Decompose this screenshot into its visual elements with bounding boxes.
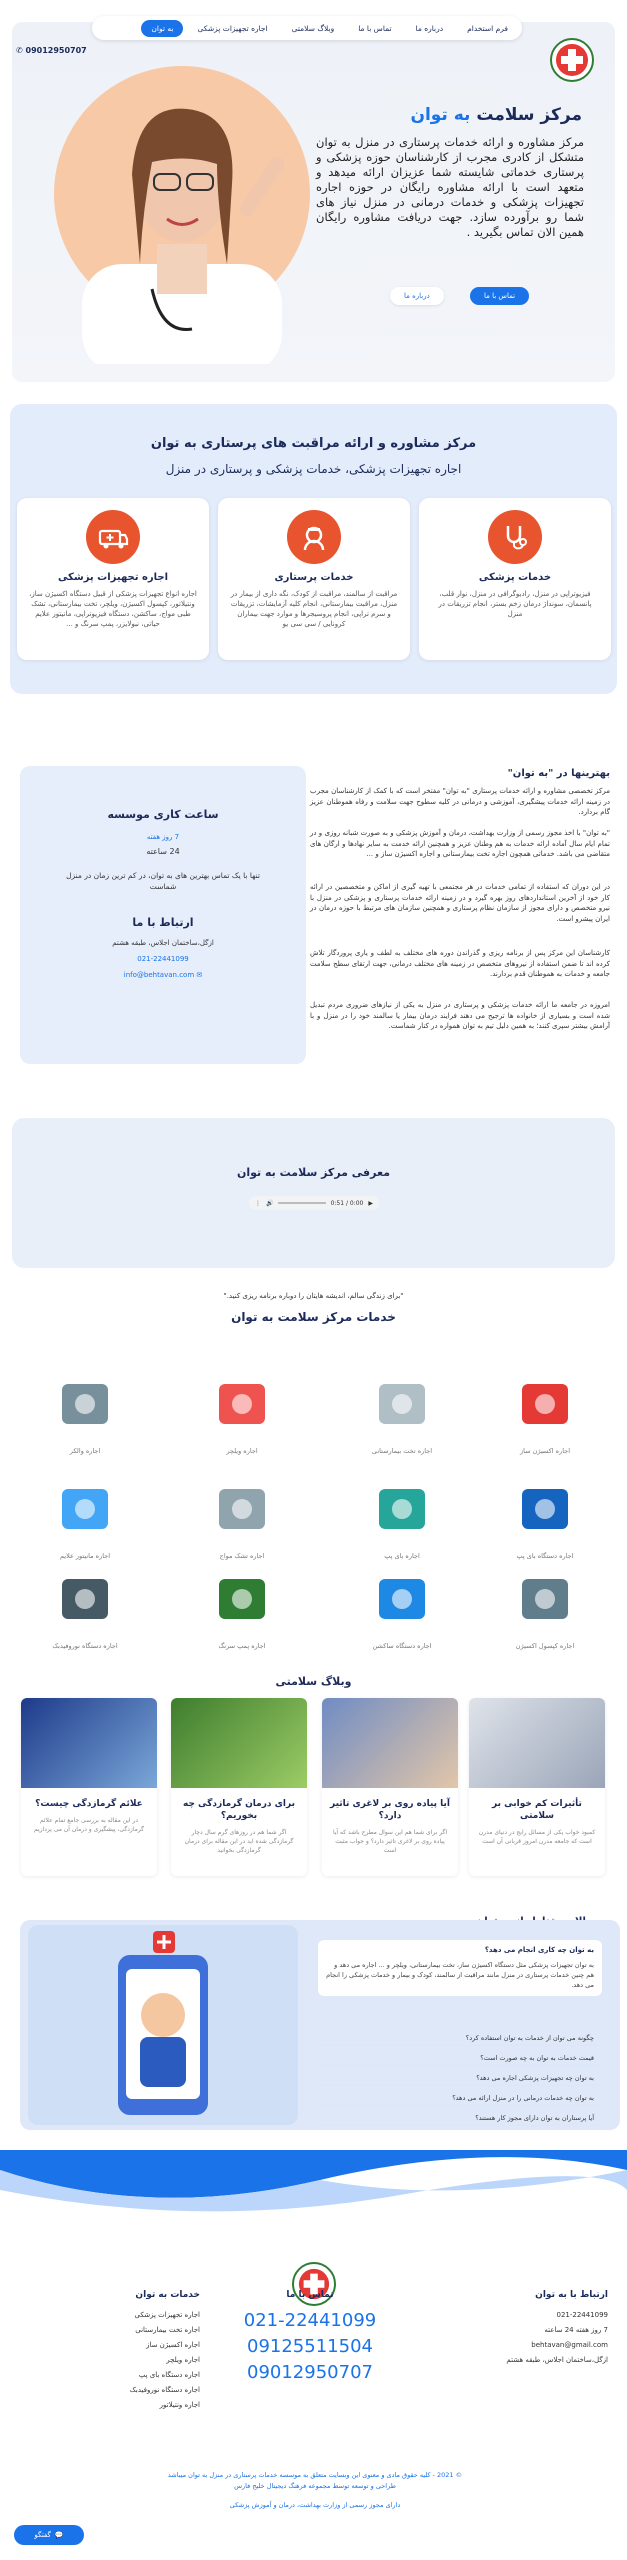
service-card-medical[interactable] bbox=[419, 498, 611, 660]
contact-title: ارتباط با ما bbox=[132, 916, 194, 929]
nav-blog[interactable]: وبلاگ سلامتی bbox=[291, 23, 335, 33]
about-paragraph: مرکز تخصصی مشاوره و ارائه خدمات پرستاری "به توان" مفتخر است که با کمک از کارشناسان مجرب در زمینه ارائه خدمات پیشگیری، آموزشی و درمانی در کلیه سطوح جهت سلامت و رفاه هموطنان عزیز گام بردارد. bbox=[310, 787, 610, 816]
progress-track[interactable] bbox=[278, 1202, 325, 1204]
faq-open-item[interactable]: به توان چه کاری انجام می دهد؟ به توان تجهیزات پزشکی مثل دستگاه اکسیژن ساز، تخت بیمارستانی، ویلچر و ... اجاره می دهد و هم چنین خدمات پرستاری در منزل مانند مراقبت از سالمند، کودک و بیمار و خدمات پزشکی را انجام می دهد. bbox=[318, 1940, 602, 1996]
contact-address: ازگل،ساختمان اجلاس، طبقه هشتم bbox=[112, 939, 214, 947]
copyright: © 2021 - کلیه حقوق مادی و معنوی این وبسایت متعلق به موسسه خدمات پرستاری در منزل به توان میباشد طراحی و توسعه توسط مجموعه فرهنگ دیجیتال خلیج فارس دارای مجوز رسمی از وزارت بهداشت، درمان و آموزش پزشکی bbox=[167, 2471, 463, 2509]
post-excerpt: اگر شما هم در روزهای گرم سال دچار گرمازدگی شده اید در این مقاله برای درمان گرمازدگی بخوانید bbox=[184, 1829, 294, 1854]
card-text: اجاره انواع تجهیزات پزشکی از قبیل دستگاه اکسیژن ساز، ونتیلاتور، کپسول اکسیژن، ویلچر، تخت بیمارستانی، تشک طبی مواج، ساکشن، دستگاه فیزیوتراپی، مانیتور علایم حیاتی، نبولایزر، پمپ سرنگ و ... bbox=[29, 590, 197, 628]
equipment-icon bbox=[207, 1565, 277, 1635]
post-image bbox=[322, 1698, 458, 1788]
about-paragraph: کارشناسان این مرکز پس از برنامه ریزی و گذراندن دوره های مختلف به لطف و یاری پروردگار تلاش کرده اند تا ضمن استفاده از نیروهای متخصص در زمینه های مختلف درمانی، جهت ارتقای سطح سلامت جامعه و خدمات به هموطنان قدم بردارند. bbox=[310, 949, 610, 978]
equipment-title: خدمات مرکز سلامت به توان bbox=[231, 1310, 396, 1324]
footer-phone-big[interactable]: 09125511504 bbox=[247, 2336, 373, 2357]
faq-illustration bbox=[28, 1925, 298, 2125]
hours-value: 24 ساعته bbox=[146, 847, 180, 856]
about-paragraph: امروزه در جامعه ما ارائه خدمات پزشکی و پرستاری در منزل به یکی از نیازهای ضروری مردم تبدیل شده است و بسیاری از خانواده ها ترجیح می دهند فرایند درمان بیمار یا سالمند خود را در منزل و با آرامش بیشتر سپری کنند؛ به همین دلیل تیم به توان همواره در کنار شماست. bbox=[310, 1001, 610, 1030]
stethoscope-icon bbox=[488, 510, 542, 564]
footer-phone-big[interactable]: 021-22441099 bbox=[243, 2310, 377, 2331]
post-excerpt: کمبود خواب یکی از مسائل رایج در دنیای مدرن است که جامعه مدرن امروز قربانی آن است bbox=[478, 1829, 596, 1845]
equipment-item[interactable] bbox=[337, 1475, 467, 1560]
footer-email[interactable]: behtavan@gmail.com bbox=[531, 2341, 608, 2349]
about-paragraph: "به توان" با اخذ مجوز رسمی از وزارت بهداشت، درمان و آموزش پزشکی و به صورت شبانه روزی و در تمام ایام سال آماده ارائه خدمات به هم وطنان عزیز و همچنین ارائه خدمت به سایر نهادها و ارگان های متقاضی می باشد. خدماتی همچون اجاره تخت بیمارستانی و اجاره اکسیژن ساز و ... bbox=[310, 829, 610, 858]
equipment-item[interactable] bbox=[480, 1370, 610, 1455]
post-title[interactable]: آیا پیاده روی بر لاغری تاثیر دارد؟ bbox=[330, 1799, 450, 1821]
play-icon[interactable]: ▶ bbox=[368, 1199, 373, 1207]
hours-contact-box bbox=[20, 766, 306, 1064]
card-title: اجاره تجهیزات پزشکی bbox=[57, 572, 169, 583]
faq-item[interactable]: آیا پرستاران به توان دارای مجوز کار هستند؟ bbox=[318, 2110, 602, 2126]
about-paragraph: در این دوران که استفاده از تمامی خدمات در هر مجتمعی با تهیه گیری از اماکن و متخصصین در ارائه کار خود از آخرین استانداردهای روز بهره گیرد و در زمینه ارائه خدمات پرستاری و پزشکی در منزل با نیرو متخصص و دارای مجوز از سازمان نظام پرستاری و همچنین سازمان های مرتبط با حوزه درمان در ایران پیشرو است. bbox=[310, 883, 610, 923]
blog-post[interactable] bbox=[322, 1698, 458, 1876]
faq-item[interactable]: به توان چه خدمات درمانی را در منزل ارائه می دهد؟ bbox=[318, 2090, 602, 2106]
video-title: معرفی مرکز سلامت به توان bbox=[236, 1166, 391, 1179]
equipment-item[interactable] bbox=[20, 1370, 150, 1455]
footer-phone[interactable]: 021-22441099 bbox=[556, 2311, 608, 2319]
faq-item[interactable]: چگونه می توان از خدمات به توان استفاده کرد؟ bbox=[318, 2030, 602, 2046]
post-title[interactable]: تأثیرات کم خوابی بر سلامتی bbox=[492, 1799, 582, 1821]
nav-home[interactable]: به توان bbox=[141, 20, 183, 37]
blog-post[interactable] bbox=[171, 1698, 307, 1876]
equipment-label: اجاره اکسیژن ساز bbox=[519, 1447, 571, 1455]
post-excerpt: در این مقاله به بررسی جامع تمام علائم گرمازدگی، پیشگیری و درمان آن می پردازیم bbox=[33, 1817, 145, 1833]
footer-phone-big[interactable]: 09012950707 bbox=[247, 2362, 373, 2383]
equipment-label: اجاره پمپ سرنگ bbox=[218, 1642, 266, 1650]
video-player[interactable]: ▶ 0:00 / 0:51 🔊 ⋮ bbox=[249, 1196, 379, 1210]
equipment-icon bbox=[50, 1565, 120, 1635]
footer-link[interactable]: اجاره ویلچر bbox=[166, 2356, 200, 2364]
equipment-icon bbox=[207, 1370, 277, 1440]
card-text: مراقبت از سالمند، مراقبت از کودک، نگه داری از بیمار در منزل، مراقبت بیمارستانی، انجام کلیه آزمایشات، تزریقات و سرم تراپی، انجام پروسیجرها و موارد جهت بیماران کرونایی / سی سی یو bbox=[230, 590, 398, 628]
equipment-item[interactable] bbox=[480, 1565, 610, 1650]
equipment-item[interactable] bbox=[177, 1475, 307, 1560]
equipment-label: اجاره ویلچر bbox=[226, 1447, 258, 1455]
nav-rental[interactable]: اجاره تجهیزات پزشکی bbox=[197, 23, 268, 33]
mail-icon: ✉ bbox=[194, 971, 203, 979]
equipment-label: اجاره والکر bbox=[69, 1447, 101, 1455]
post-excerpt: اگر برای شما هم این سوال مطرح باشد که آیا پیاده روی بر لاغری تاثیر دارد؟ و جواب مثبت است bbox=[332, 1829, 448, 1854]
equipment-icon bbox=[50, 1370, 120, 1440]
quote: "برای زندگی سالم، اندیشه هایتان را دوباره برنامه ریزی کنید." bbox=[223, 1292, 404, 1300]
hero-text: مرکز مشاوره و ارائه خدمات پرستاری در منزل به توان متشکل از کادری مجرب از کارشناسان حوزه پزشکی و پرستاری خدماتی شایسته شما عزیزان ارائه میدهد و متعهد است با ارائه مشاوره رایگان در حوزه اجاره تجهیزات پزشکی و خدمات درمانی در منزل نیاز های شما رو برآورده سازد. جهت دریافت مشاوره رایگان همین الان تماس بگیرید . bbox=[316, 135, 584, 239]
equipment-label: اجاره تخت بیمارستانی bbox=[371, 1447, 433, 1455]
equipment-icon bbox=[510, 1475, 580, 1545]
card-title: خدمات پزشکی bbox=[478, 572, 552, 583]
equipment-item[interactable] bbox=[480, 1475, 610, 1560]
services-title: مرکز مشاوره و ارائه مراقبت های پرستاری به توان bbox=[150, 436, 477, 451]
nav-contact[interactable]: تماس با ما bbox=[358, 23, 392, 33]
equipment-label: اجاره مانیتور علایم bbox=[59, 1552, 111, 1560]
footer-link[interactable]: اجاره اکسیژن ساز bbox=[146, 2341, 200, 2349]
equipment-label: اجاره دستگاه نوروفیدبک bbox=[52, 1642, 118, 1650]
equipment-label: اجاره دستگاه ساکشن bbox=[372, 1642, 432, 1650]
chat-icon: 💬 bbox=[54, 2531, 64, 2539]
services-subtitle: اجاره تجهیزات پزشکی، خدمات پزشکی و پرستاری در منزل bbox=[165, 462, 462, 476]
equipment-icon bbox=[367, 1475, 437, 1545]
equipment-label: اجاره تشک مواج bbox=[219, 1552, 265, 1560]
hours-note: تنها با یک تماس بهترین های به توان، در کم ترین زمان در منزل شماست bbox=[66, 871, 260, 891]
footer-address: ازگل،ساختمان اجلاس، طبقه هشتم bbox=[506, 2356, 608, 2364]
equipment-icon bbox=[367, 1370, 437, 1440]
post-image bbox=[469, 1698, 605, 1788]
card-text: فیزیوتراپی در منزل، رادیوگرافی در منزل، نوار قلب، پانسمان، سونداژ درمان زخم بستر، انجام تزریقات در منزل bbox=[438, 590, 592, 618]
equipment-item[interactable] bbox=[177, 1370, 307, 1455]
hours-days: 7 روز هفته bbox=[146, 833, 180, 841]
equipment-item[interactable] bbox=[337, 1370, 467, 1455]
equipment-icon bbox=[510, 1370, 580, 1440]
video-section bbox=[12, 1118, 615, 1268]
more-icon[interactable]: ⋮ bbox=[255, 1199, 261, 1207]
nav-employment[interactable]: فرم استخدام bbox=[467, 23, 508, 33]
footer-link[interactable]: اجاره دستگاه نوروفیدبک bbox=[129, 2386, 200, 2394]
equipment-icon bbox=[207, 1475, 277, 1545]
post-title[interactable]: برای درمان گرمازدگی چه بخوریم؟ bbox=[182, 1799, 295, 1821]
nav-about[interactable]: درباره ما bbox=[415, 23, 444, 33]
footer-link[interactable]: اجاره دستگاه بای پپ bbox=[138, 2371, 200, 2379]
volume-icon[interactable]: 🔊 bbox=[266, 1199, 274, 1207]
header-phone[interactable]: ✆ 09012950707 bbox=[16, 46, 87, 55]
main-nav bbox=[92, 16, 522, 40]
hero-contact-button[interactable]: تماس با ما bbox=[470, 287, 529, 305]
footer-hours: 7 روز هفته 24 ساعته bbox=[544, 2326, 608, 2334]
equipment-item[interactable] bbox=[20, 1475, 150, 1560]
equipment-item[interactable] bbox=[20, 1565, 150, 1650]
footer-link[interactable]: اجاره تخت بیمارستانی bbox=[135, 2326, 200, 2334]
equipment-label: اجاره بای پپ bbox=[384, 1552, 420, 1560]
doctor-illustration bbox=[42, 44, 322, 364]
equipment-label: اجاره دستگاه بای پپ bbox=[516, 1552, 574, 1560]
site-logo[interactable] bbox=[550, 38, 594, 82]
footer-link[interactable]: اجاره ونتیلاتور bbox=[159, 2401, 200, 2409]
hours-title: ساعت کاری موسسه bbox=[107, 808, 219, 821]
equipment-label: اجاره کپسول اکسیژن bbox=[515, 1642, 575, 1650]
footer-wave bbox=[0, 2150, 627, 2230]
blog-post[interactable] bbox=[21, 1698, 157, 1876]
service-card-equipment[interactable] bbox=[17, 498, 209, 660]
equipment-item[interactable] bbox=[177, 1565, 307, 1650]
card-title: خدمات پرستاری bbox=[274, 572, 354, 583]
equipment-icon bbox=[367, 1565, 437, 1635]
faq-item[interactable]: قیمت خدمات به توان به چه صورت است؟ bbox=[318, 2050, 602, 2066]
about-title: بهترینها در "به توان" bbox=[507, 768, 610, 779]
post-title[interactable]: علائم گرمازدگی چیست؟ bbox=[35, 1799, 143, 1809]
footer-contact-col: ارتباط با به توان 021-22441099 7 روز هفته 24 ساعته behtavan@gmail.com ازگل،ساختمان اجلاس، طبقه هشتم bbox=[478, 2290, 608, 2368]
equipment-item[interactable] bbox=[337, 1565, 467, 1650]
ambulance-icon bbox=[86, 510, 140, 564]
service-card-nursing[interactable] bbox=[218, 498, 410, 660]
equipment-icon bbox=[50, 1475, 120, 1545]
footer-services-col: خدمات به توان اجاره تجهیزات پزشکی اجاره تخت بیمارستانی اجاره اکسیژن ساز اجاره ویلچر اجاره دستگاه بای پپ اجاره دستگاه نوروفیدبک اجاره ونتیلاتور bbox=[60, 2290, 200, 2413]
nurse-icon bbox=[287, 510, 341, 564]
hero-about-button[interactable]: درباره ما bbox=[390, 287, 444, 305]
blog-title: وبلاگ سلامتی bbox=[275, 1675, 352, 1688]
blog-post[interactable] bbox=[469, 1698, 605, 1876]
faq-item[interactable]: به توان چه تجهیزات پزشکی اجاره می دهد؟ bbox=[318, 2070, 602, 2086]
phone-icon: ✆ bbox=[16, 46, 23, 55]
post-image bbox=[171, 1698, 307, 1788]
footer-link[interactable]: اجاره تجهیزات پزشکی bbox=[134, 2311, 200, 2319]
equipment-icon bbox=[510, 1565, 580, 1635]
contact-email[interactable]: ✉ info@behtavan.com bbox=[123, 971, 203, 979]
contact-phone[interactable]: 021-22441099 bbox=[137, 955, 189, 963]
chat-button[interactable]: 💬 گفتگو bbox=[14, 2525, 84, 2545]
doctor-phone-icon bbox=[28, 1925, 298, 2125]
post-image bbox=[21, 1698, 157, 1788]
footer-phones-col: تماس با ما 021-22441099 09125511504 09012950707 bbox=[230, 2290, 390, 2386]
hero-title: مرکز سلامت به توان bbox=[410, 105, 582, 125]
